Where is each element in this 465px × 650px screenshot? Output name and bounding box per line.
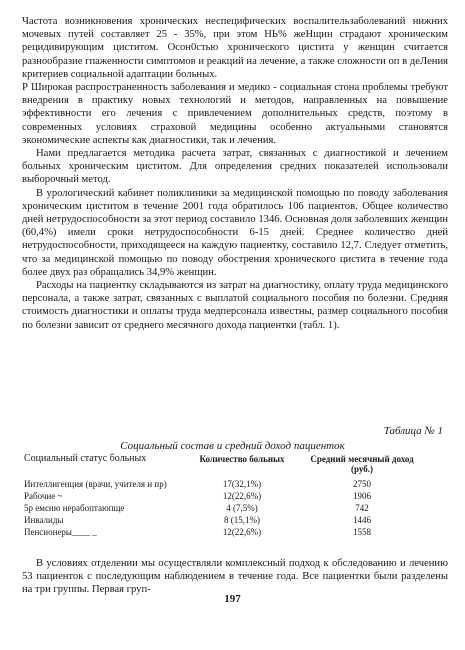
header-status: Социальный статус больных bbox=[24, 453, 147, 464]
body-text bbox=[22, 15, 448, 332]
header-income: Средний месячный доход (руб.) bbox=[310, 454, 414, 474]
row-income: 742 bbox=[355, 503, 369, 513]
table-row bbox=[22, 490, 422, 502]
table-title: Социальный состав и средний доход пациенток bbox=[120, 440, 345, 452]
row-count: 8 (15,1%) bbox=[224, 515, 260, 525]
header-count: Количество больных bbox=[199, 454, 285, 464]
row-income: 2750 bbox=[353, 479, 371, 489]
paragraph-4: В урологический кабинет поликлиники за медицинской помощью по поводу заболевания хроническим циститом в течение 2001 года обратилось 106 пациентов. Общее количество дней нетрудоспособности за этот период составило 1346. Основная доля заболевших женщин (60,4%) имели сроки нетрудоспособности 6-15 дней. Среднее количество дней нетрудоспособности, приходящееся на каждую пациентку, составило 12,7. Следует отметить, что за медицинской помощью по поводу обострения хронического цистита в течение года более двух раз обращались 34,9% женщин. bbox=[22, 187, 448, 278]
table-row bbox=[22, 478, 422, 490]
paragraph-6: В условиях отделении мы осуществляли комплексный подход к обследованию и лечению 53 пациенток с последующим наблюдением в течение года. Все пациентки были разделены на три группы. Первая груп- bbox=[22, 557, 448, 595]
row-income: 1446 bbox=[353, 515, 371, 525]
row-count: 17(32,1%) bbox=[222, 479, 262, 489]
row-status: Инвалиды bbox=[24, 515, 64, 525]
row-status: Пенсионеры____ _ bbox=[24, 527, 97, 537]
table-row bbox=[22, 526, 422, 538]
paragraph-1: Частота возникновения хронических неспецифических воспалительзаболеваний нижних мочевых путей составляет 25 - 35%, при этом НЬ% жеНщин страдают хроническим рецидивирующим циститом. Осон0стью хронического цистита у женщин считается разнообразие гпаженности симптомов и реакций на лечение, а также сложности оп в деЛения критериев социальной адаптации больных. bbox=[22, 16, 448, 80]
paragraph-2: Р Широкая распространенность заболевания и медико - социальная стона проблемы требуют внедрения в практику новых технологий и методов, направленных на повышение эффективности его лечения с привлечением дополнительных средств, поэтому в современных условиях страховой медицины особенно актуальными становятся экономические аспекты как диагностики, так и лечения. bbox=[22, 82, 448, 146]
row-income: 1906 bbox=[353, 491, 371, 501]
row-status: Интеллигенция (врачи, учителя и пр) bbox=[24, 479, 167, 489]
row-status: 5р емсню нерабоптаюпще bbox=[24, 503, 125, 513]
social-status-table bbox=[22, 454, 422, 538]
paragraph-5: Расходы на пациентку складываются из затрат на диагностику, оплату труда медицинского персонала, а также затрат, связанных с выплатой социального пособия по болезни. Средняя стоимость диагностики и оплаты труда медперсонала известны, размер социального пособия по болезни зависит от среднего месячного дохода пациентки (табл. 1). bbox=[22, 280, 448, 331]
row-count: 4 (7,5%) bbox=[226, 503, 258, 513]
table-header-row bbox=[22, 454, 422, 478]
row-status: Рабочие ~ bbox=[24, 491, 63, 501]
row-income: 1558 bbox=[353, 527, 371, 537]
paragraph-3: Нами предлагается методика расчета затрат, связанных с диагностикой и лечением больных хроническим циститом. Для определения средних показателей использовали выборочный метод. bbox=[22, 148, 448, 186]
row-count: 12(22,6%) bbox=[222, 527, 262, 537]
table-row bbox=[22, 502, 422, 514]
table-caption: Таблица № 1 bbox=[383, 425, 443, 437]
table-row bbox=[22, 514, 422, 526]
page-number: 197 bbox=[224, 593, 241, 605]
row-count: 12(22,6%) bbox=[222, 491, 262, 501]
